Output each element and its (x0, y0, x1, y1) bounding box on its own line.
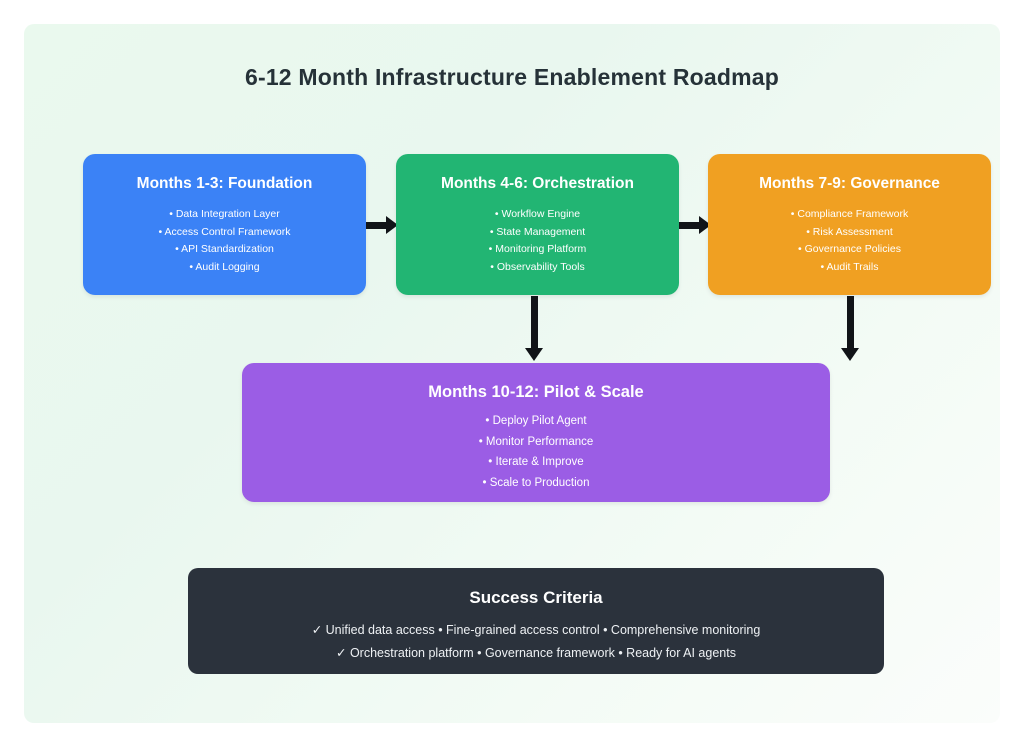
success-criteria-card (188, 568, 884, 674)
phase-item: • Monitor Performance (478, 435, 594, 448)
arrow-orchestration-to-governance-icon (679, 216, 710, 234)
page-title: 6-12 Month Infrastructure Enablement Roadmap (244, 64, 780, 90)
arrow-foundation-to-orchestration-icon (366, 216, 398, 234)
arrow-orchestration-to-pilot-icon (525, 296, 543, 364)
phase-title-orchestration: Months 4-6: Orchestration (441, 175, 634, 192)
phase-items-governance (708, 209, 991, 272)
arrow-shaft (366, 222, 388, 229)
phase-item: • Compliance Framework (790, 208, 909, 220)
success-criteria-line-1: ✓ Unified data access • Fine-grained access control • Comprehensive monitoring (311, 623, 761, 637)
arrow-head (841, 348, 859, 361)
roadmap-board (24, 24, 1000, 723)
phase-item: • Data Integration Layer (169, 208, 280, 220)
arrow-head (525, 348, 543, 361)
arrow-shaft (847, 296, 854, 350)
phase-items-orchestration (396, 209, 679, 272)
phase-item: • API Standardization (175, 243, 274, 255)
phase-item: • Scale to Production (482, 476, 590, 489)
phase-item: • Access Control Framework (158, 225, 291, 238)
phase-item: • Monitoring Platform (488, 243, 587, 255)
phase-item: • Workflow Engine (494, 208, 581, 220)
phase-item: • Audit Logging (189, 260, 260, 273)
arrow-shaft (531, 296, 538, 350)
phase-item: • Audit Trails (820, 260, 879, 273)
phase-item: • Risk Assessment (806, 225, 893, 238)
phase-card-foundation[interactable] (83, 154, 366, 295)
arrow-shaft (679, 222, 701, 229)
phase-title-pilot-and-scale: Months 10-12: Pilot & Scale (428, 383, 644, 401)
phase-card-governance[interactable] (708, 154, 991, 295)
phase-card-pilot-and-scale[interactable] (242, 363, 830, 502)
phase-items-foundation (83, 209, 366, 272)
success-criteria-line-2: ✓ Orchestration platform • Governance framework • Ready for AI agents (336, 646, 736, 660)
phase-card-orchestration[interactable] (396, 154, 679, 295)
phase-title-foundation: Months 1-3: Foundation (136, 175, 313, 192)
phase-items-pilot-and-scale (242, 416, 830, 489)
success-criteria-title: Success Criteria (469, 588, 603, 607)
phase-item: • Iterate & Improve (488, 456, 584, 468)
arrow-governance-to-pilot-icon (841, 296, 859, 364)
phase-title-governance: Months 7-9: Governance (759, 175, 940, 192)
phase-item: • Deploy Pilot Agent (485, 415, 587, 427)
phase-item: • State Management (489, 225, 586, 238)
phase-item: • Governance Policies (798, 243, 901, 255)
phase-item: • Observability Tools (490, 260, 585, 273)
